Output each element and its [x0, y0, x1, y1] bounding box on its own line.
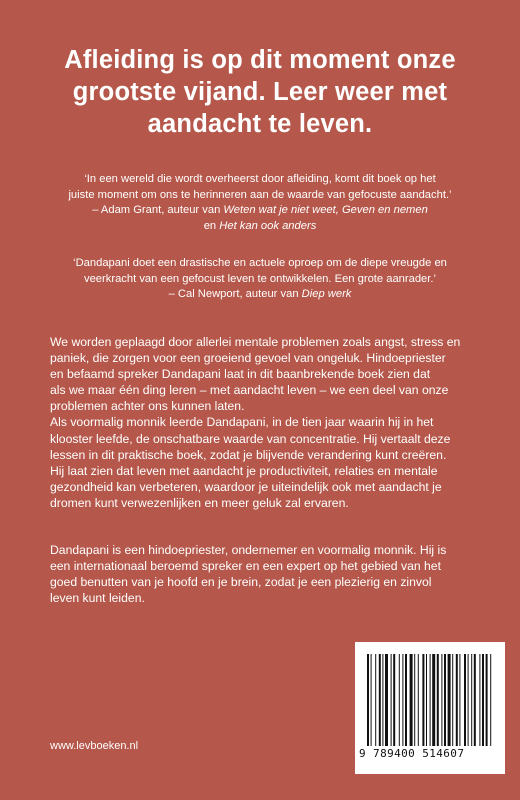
blurb-line: gezondheid kan verbeteren, waardoor je uiteindelijk ook met aandacht je	[50, 479, 442, 494]
barcode-bar	[479, 654, 480, 746]
barcode-bar	[482, 654, 484, 746]
isbn-digits: 9 789400 514607	[359, 747, 465, 760]
blurb-line: Hij laat zien dat leven met aandacht je productiviteit, relaties en mentale	[50, 463, 438, 478]
barcode-bar	[399, 654, 400, 746]
barcode-bar	[468, 654, 469, 746]
headline-line: grootste vijand. Leer weer met	[72, 78, 448, 106]
quote-line: ‘In een wereld die wordt overheerst door afleiding, komt dit boek op het	[84, 173, 436, 185]
barcode-bar	[456, 654, 458, 746]
barcode-bar	[393, 654, 395, 746]
quote-attribution-cont	[66, 219, 454, 235]
bio-line: een internationaal beroemd spreker en een expert op het gebied van het	[50, 559, 441, 574]
blurb-line: paniek, die zorgen voor een groeiend gevoel van ongeluk. Hindoepriester	[50, 351, 446, 366]
barcode-bar	[430, 654, 431, 746]
publisher-website: www.levboeken.nl	[50, 740, 139, 752]
quote-line: juiste moment om ons te herinneren aan de waarde van gefocuste aandacht.’	[68, 188, 452, 201]
barcode-bar	[371, 654, 372, 746]
blurb-line: klooster leefde, de onschatbare waarde van concentratie. Hij vertaalt deze	[50, 431, 451, 446]
barcode-bar	[452, 654, 453, 746]
blurb-line: en befaamd spreker Dandapani laat in dit baanbrekende boek zien dat	[50, 367, 431, 382]
barcode-bar	[464, 654, 466, 746]
barcode-bar	[471, 654, 472, 746]
barcode-bar	[385, 654, 388, 746]
barcode-bar	[444, 654, 446, 746]
barcode-bar	[418, 654, 419, 746]
barcode-bar	[459, 654, 460, 746]
bio-line: leven kunt leiden.	[50, 591, 145, 606]
blurb-paragraph-1	[50, 334, 490, 511]
headline	[30, 44, 490, 140]
blurb-line: problemen achter ons kunnen laten.	[50, 399, 245, 414]
quote-attribution	[66, 203, 454, 219]
headline-line: Afleiding is op dit moment onze	[64, 46, 456, 74]
attribution-prefix: – Cal Newport, auteur van	[168, 288, 302, 301]
barcode-bar	[367, 654, 369, 746]
barcode-bar	[474, 654, 476, 746]
barcode-bar	[414, 654, 415, 746]
bio-line: goed benutten van je hoofd en je brein, zodat je een plezierig en zinvol	[50, 575, 432, 590]
attribution-prefix: – Adam Grant, auteur van	[92, 204, 224, 217]
blurb-line: dromen kunt verwezenlijken en meer geluk zal ervaren.	[50, 495, 349, 510]
barcode-bar	[490, 654, 491, 746]
attribution-titles: Het kan ook anders	[219, 219, 317, 232]
barcode-bar	[448, 654, 451, 746]
headline-line: aandacht te leven.	[147, 110, 373, 138]
attribution-titles: Diep werk	[301, 288, 352, 301]
blurb-line: lessen in dit praktische boek, zodat je blijvende verandering kunt creëren.	[50, 447, 447, 462]
barcode-bar	[426, 654, 427, 746]
barcode-bar	[379, 654, 381, 746]
bio-line: Dandapani is een hindoepriester, ondernemer en voormalig monnik. Hij is	[50, 543, 447, 557]
barcode-bar	[391, 654, 392, 746]
attribution-and: en	[203, 219, 220, 232]
blurb-line: als we maar één ding leren – met aandacht leven – we een deel van onze	[50, 383, 449, 398]
barcode-bar	[441, 654, 442, 746]
quote-adam-grant	[66, 172, 454, 234]
barcode-bar	[410, 654, 413, 746]
barcode-bar	[486, 654, 488, 746]
quote-line: ‘Dandapani doet een drastische en actuele oproep om de diepe vreugde en	[73, 257, 447, 269]
blurb-line: We worden geplaagd door allerlei mentale problemen zoals angst, stress en	[50, 335, 461, 349]
quote-line: veerkracht van een gefocust leven te ontwikkelen. Een grote aanrader.’	[83, 272, 436, 285]
quote-attribution	[66, 287, 454, 303]
barcode-bar	[437, 654, 439, 746]
attribution-titles: Weten wat je niet weet, Geven en nemen	[223, 204, 428, 217]
barcode-bar	[375, 654, 376, 746]
isbn-barcode	[355, 642, 505, 774]
barcode-bars	[367, 654, 493, 746]
blurb-line: Als voormalig monnik leerde Dandapani, in de tien jaar waarin hij in het	[50, 415, 434, 430]
barcode-bar	[382, 654, 383, 746]
quote-cal-newport	[66, 256, 454, 303]
barcode-bar	[432, 654, 435, 746]
barcode-bar	[422, 654, 424, 746]
barcode-bar	[402, 654, 403, 746]
barcode-bar	[405, 654, 407, 746]
author-bio-paragraph	[50, 542, 490, 606]
